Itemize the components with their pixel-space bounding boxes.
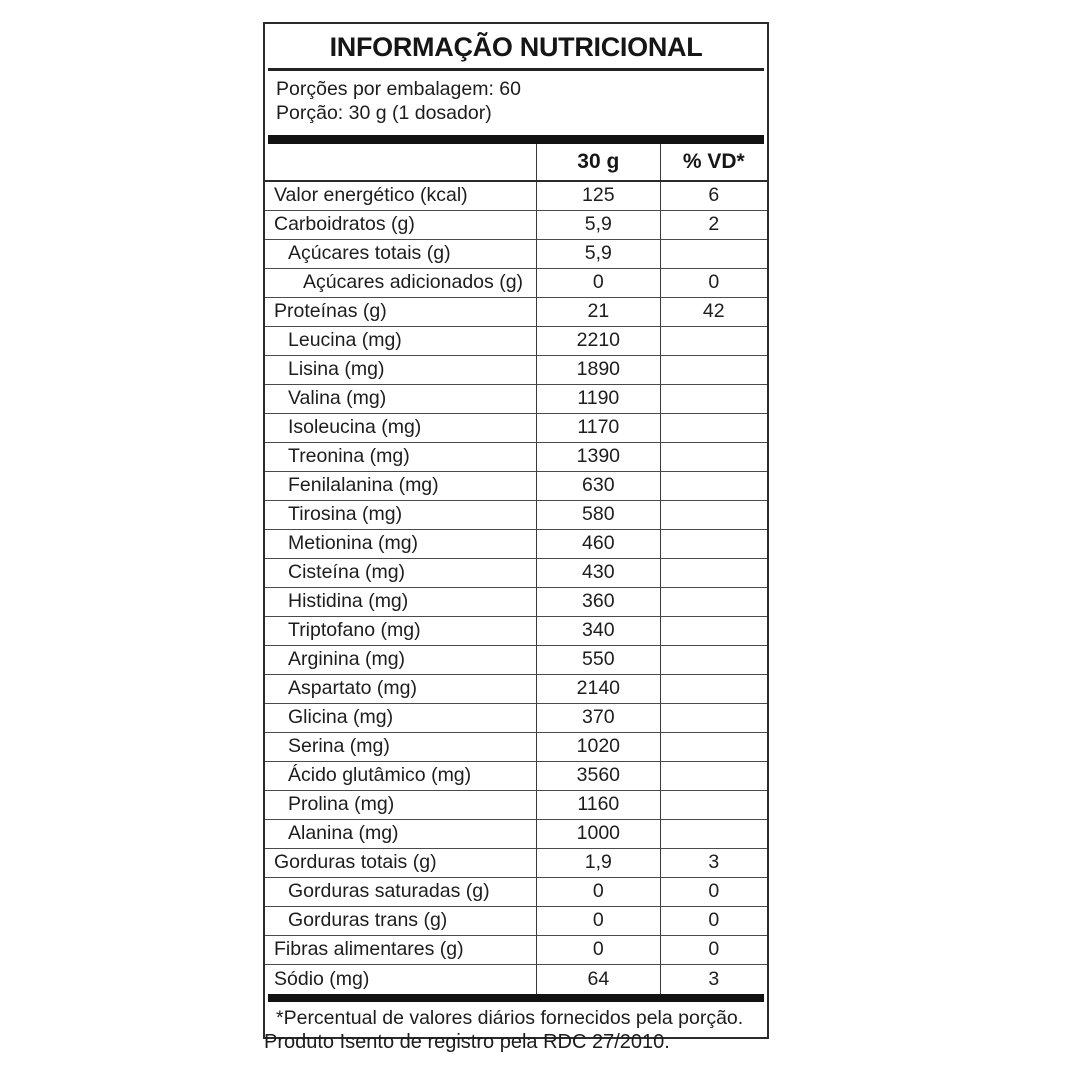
nutrient-label: Serina (mg) bbox=[288, 735, 390, 758]
dv-cell bbox=[660, 472, 767, 500]
nutrient-label: Cisteína (mg) bbox=[288, 561, 406, 584]
nutrient-row bbox=[265, 878, 767, 907]
dv-cell: 2 bbox=[660, 211, 767, 239]
dv-cell bbox=[660, 530, 767, 558]
nutrient-row bbox=[265, 414, 767, 443]
dv-cell: 42 bbox=[660, 298, 767, 326]
amount-cell: 2140 bbox=[536, 675, 659, 703]
nutrient-label: Leucina (mg) bbox=[288, 329, 402, 352]
amount-cell: 460 bbox=[536, 530, 659, 558]
amount-cell: 1390 bbox=[536, 443, 659, 471]
nutrient-row bbox=[265, 298, 767, 327]
nutrient-row bbox=[265, 907, 767, 936]
nutrient-label: Arginina (mg) bbox=[288, 648, 406, 671]
amount-cell: 1000 bbox=[536, 820, 659, 848]
nutrient-label: Aspartato (mg) bbox=[288, 677, 417, 700]
nutrient-label: Açúcares totais (g) bbox=[288, 242, 451, 265]
nutrient-label: Fenilalanina (mg) bbox=[288, 474, 439, 497]
nutrient-label: Isoleucina (mg) bbox=[288, 416, 422, 439]
nutrient-row bbox=[265, 443, 767, 472]
header-amount-cell: 30 g bbox=[536, 144, 659, 180]
amount-cell: 0 bbox=[536, 269, 659, 297]
nutrient-row bbox=[265, 559, 767, 588]
nutrient-rows bbox=[265, 182, 767, 994]
nutrient-label: Gorduras trans (g) bbox=[288, 909, 448, 932]
amount-cell: 340 bbox=[536, 617, 659, 645]
nutrient-label: Carboidratos (g) bbox=[274, 213, 415, 236]
nutrition-title: INFORMAÇÃO NUTRICIONAL bbox=[329, 32, 703, 62]
amount-cell: 370 bbox=[536, 704, 659, 732]
nutrient-label: Triptofano (mg) bbox=[288, 619, 421, 642]
serving-info bbox=[265, 71, 767, 135]
daily-value-footnote: *Percentual de valores diários fornecidos pela porção. bbox=[276, 1006, 744, 1029]
nutrient-label: Açúcares adicionados (g) bbox=[303, 271, 524, 294]
amount-cell: 360 bbox=[536, 588, 659, 616]
amount-cell: 125 bbox=[536, 182, 659, 210]
nutrient-label: Fibras alimentares (g) bbox=[274, 938, 464, 961]
dv-cell bbox=[660, 501, 767, 529]
nutrient-label: Prolina (mg) bbox=[288, 793, 395, 816]
nutrient-row bbox=[265, 617, 767, 646]
dv-cell bbox=[660, 704, 767, 732]
nutrient-label: Ácido glutâmico (mg) bbox=[288, 764, 472, 787]
nutrient-row bbox=[265, 240, 767, 269]
amount-cell: 0 bbox=[536, 878, 659, 906]
nutrient-label: Proteínas (g) bbox=[274, 300, 387, 323]
nutrient-row bbox=[265, 327, 767, 356]
nutrient-label: Histidina (mg) bbox=[288, 590, 409, 613]
dv-cell bbox=[660, 646, 767, 674]
amount-cell: 580 bbox=[536, 501, 659, 529]
nutrient-row bbox=[265, 530, 767, 559]
registration-caption: Produto Isento de registro pela RDC 27/2010. bbox=[264, 1031, 670, 1053]
amount-cell: 1160 bbox=[536, 791, 659, 819]
amount-cell: 21 bbox=[536, 298, 659, 326]
nutrient-label: Treonina (mg) bbox=[288, 445, 410, 468]
nutrient-row bbox=[265, 965, 767, 994]
serving-size: Porção: 30 g (1 dosador) bbox=[276, 102, 492, 125]
nutrient-row bbox=[265, 704, 767, 733]
header-dv-cell: % VD* bbox=[660, 144, 767, 180]
nutrient-row bbox=[265, 501, 767, 530]
amount-cell: 2210 bbox=[536, 327, 659, 355]
nutrient-row bbox=[265, 762, 767, 791]
thick-divider-top bbox=[268, 135, 764, 144]
dv-cell bbox=[660, 820, 767, 848]
dv-cell bbox=[660, 385, 767, 413]
nutrient-label: Gorduras saturadas (g) bbox=[288, 880, 490, 903]
amount-cell: 1,9 bbox=[536, 849, 659, 877]
table-header-row bbox=[265, 144, 767, 182]
nutrient-label: Sódio (mg) bbox=[274, 967, 370, 990]
nutrient-row bbox=[265, 182, 767, 211]
dv-cell: 3 bbox=[660, 849, 767, 877]
nutrient-label: Alanina (mg) bbox=[288, 822, 399, 845]
amount-cell: 0 bbox=[536, 936, 659, 964]
dv-cell bbox=[660, 327, 767, 355]
dv-cell bbox=[660, 617, 767, 645]
dv-cell: 0 bbox=[660, 907, 767, 935]
dv-cell: 6 bbox=[660, 182, 767, 210]
nutrient-row bbox=[265, 269, 767, 298]
amount-cell: 5,9 bbox=[536, 240, 659, 268]
amount-cell: 1190 bbox=[536, 385, 659, 413]
nutrient-row bbox=[265, 588, 767, 617]
amount-cell: 5,9 bbox=[536, 211, 659, 239]
nutrient-row bbox=[265, 791, 767, 820]
dv-cell: 0 bbox=[660, 936, 767, 964]
dv-cell bbox=[660, 588, 767, 616]
nutrition-facts-panel bbox=[263, 22, 769, 1039]
dv-cell bbox=[660, 791, 767, 819]
nutrient-row bbox=[265, 675, 767, 704]
nutrient-row bbox=[265, 849, 767, 878]
dv-cell bbox=[660, 443, 767, 471]
thick-divider-bottom bbox=[268, 994, 764, 1002]
nutrient-row bbox=[265, 472, 767, 501]
nutrient-label: Gorduras totais (g) bbox=[274, 851, 437, 874]
amount-cell: 1020 bbox=[536, 733, 659, 761]
header-empty-cell bbox=[265, 144, 536, 180]
amount-cell: 430 bbox=[536, 559, 659, 587]
nutrient-row bbox=[265, 646, 767, 675]
amount-cell: 1890 bbox=[536, 356, 659, 384]
dv-cell: 0 bbox=[660, 878, 767, 906]
dv-cell bbox=[660, 762, 767, 790]
nutrient-label: Valina (mg) bbox=[288, 387, 387, 410]
dv-cell bbox=[660, 675, 767, 703]
servings-per-package: Porções por embalagem: 60 bbox=[276, 78, 521, 100]
nutrient-row bbox=[265, 211, 767, 240]
nutrient-row bbox=[265, 385, 767, 414]
amount-cell: 630 bbox=[536, 472, 659, 500]
dv-cell bbox=[660, 356, 767, 384]
amount-cell: 3560 bbox=[536, 762, 659, 790]
nutrient-row bbox=[265, 820, 767, 849]
nutrient-row bbox=[265, 936, 767, 965]
dv-cell bbox=[660, 414, 767, 442]
dv-cell bbox=[660, 559, 767, 587]
dv-cell bbox=[660, 733, 767, 761]
dv-cell bbox=[660, 240, 767, 268]
nutrient-row bbox=[265, 733, 767, 762]
nutrient-label: Valor energético (kcal) bbox=[274, 184, 468, 207]
nutrient-label: Lisina (mg) bbox=[288, 358, 385, 381]
amount-cell: 550 bbox=[536, 646, 659, 674]
nutrient-row bbox=[265, 356, 767, 385]
amount-cell: 64 bbox=[536, 965, 659, 994]
amount-cell: 1170 bbox=[536, 414, 659, 442]
nutrient-label: Glicina (mg) bbox=[288, 706, 394, 729]
dv-cell: 0 bbox=[660, 269, 767, 297]
dv-cell: 3 bbox=[660, 965, 767, 994]
amount-cell: 0 bbox=[536, 907, 659, 935]
nutrient-label: Tirosina (mg) bbox=[288, 503, 403, 526]
nutrient-label: Metionina (mg) bbox=[288, 532, 419, 555]
